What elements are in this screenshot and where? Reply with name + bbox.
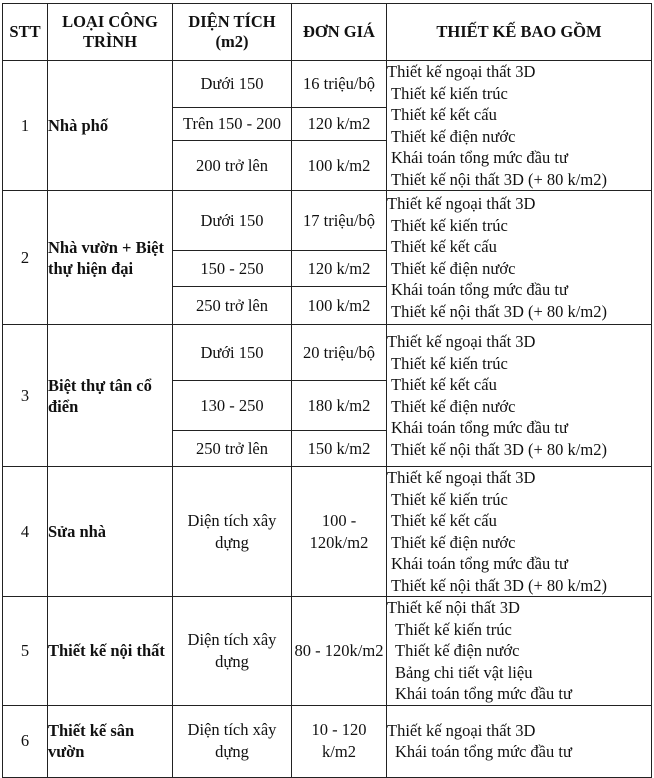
row-area: 250 trở lên — [173, 287, 292, 325]
row-price: 17 triệu/bộ — [292, 191, 387, 251]
row-price: 120 k/m2 — [292, 251, 387, 287]
row-design — [387, 191, 652, 325]
header-row — [3, 4, 652, 61]
design-item: Thiết kế kết cấu — [391, 375, 497, 394]
design-item: Thiết kế ngoại thất 3D — [387, 720, 536, 740]
design-item: Khái toán tổng mức đầu tư — [395, 684, 572, 703]
row-stt: 1 — [3, 61, 48, 191]
row-stt: 5 — [3, 597, 48, 706]
row-price: 16 triệu/bộ — [292, 61, 387, 108]
header-design: THIẾT KẾ BAO GỒM — [387, 4, 652, 61]
row-area: 200 trở lên — [173, 141, 292, 191]
row-stt: 4 — [3, 467, 48, 597]
design-item: Thiết kế ngoại thất 3D — [387, 194, 536, 213]
design-item: Thiết kế điện nước — [391, 396, 516, 416]
design-item: Thiết kế điện nước — [391, 532, 516, 552]
design-item: Khái toán tổng mức đầu tư — [395, 742, 572, 761]
design-item: Thiết kế kết cấu — [391, 511, 497, 530]
row-price: 100 k/m2 — [292, 141, 387, 191]
row-price: 80 - 120k/m2 — [292, 597, 387, 706]
row-area: 250 trở lên — [173, 431, 292, 467]
design-item: Bảng chi tiết vật liệu — [395, 662, 533, 682]
row-design — [387, 61, 652, 191]
design-item: Thiết kế điện nước — [391, 258, 516, 278]
row-price: 20 triệu/bộ — [292, 325, 387, 381]
row-type: Biệt thự tân cổ điển — [48, 325, 173, 467]
table-row — [3, 597, 652, 706]
row-area: Dưới 150 — [173, 325, 292, 381]
row-type: Nhà phố — [48, 61, 173, 191]
row-price: 10 - 120 k/m2 — [292, 705, 387, 777]
row-price: 100 - 120k/m2 — [292, 467, 387, 597]
table-row — [3, 467, 652, 597]
design-item: Khái toán tổng mức đầu tư — [391, 418, 568, 437]
row-stt: 3 — [3, 325, 48, 467]
design-item: Thiết kế kiến trúc — [391, 215, 508, 235]
row-type: Thiết kế nội thất — [48, 597, 173, 706]
price-table — [2, 3, 652, 778]
row-area: Diện tích xây dựng — [173, 467, 292, 597]
row-price: 180 k/m2 — [292, 381, 387, 431]
header-stt: STT — [3, 4, 48, 61]
design-item: Khái toán tổng mức đầu tư — [391, 148, 568, 167]
design-item: Thiết kế kết cấu — [391, 237, 497, 256]
design-item: Thiết kế điện nước — [391, 126, 516, 146]
design-item: Thiết kế nội thất 3D (+ 80 k/m2) — [391, 301, 607, 321]
design-item: Thiết kế ngoại thất 3D — [387, 332, 536, 351]
row-design — [387, 597, 652, 706]
design-item: Thiết kế kiến trúc — [391, 353, 508, 373]
row-stt: 2 — [3, 191, 48, 325]
design-item: Thiết kế kết cấu — [391, 105, 497, 124]
row-area: Dưới 150 — [173, 61, 292, 108]
row-area: Diện tích xây dựng — [173, 597, 292, 706]
header-type: LOẠI CÔNG TRÌNH — [48, 4, 173, 61]
row-price: 150 k/m2 — [292, 431, 387, 467]
design-item: Thiết kế kiến trúc — [391, 83, 508, 103]
header-area: DIỆN TÍCH (m2) — [173, 4, 292, 61]
row-price: 120 k/m2 — [292, 108, 387, 141]
design-item: Thiết kế nội thất 3D — [387, 598, 520, 617]
row-design — [387, 705, 652, 777]
row-stt: 6 — [3, 705, 48, 777]
design-item: Thiết kế nội thất 3D (+ 80 k/m2) — [391, 439, 607, 459]
design-item: Thiết kế ngoại thất 3D — [387, 62, 536, 81]
row-price: 100 k/m2 — [292, 287, 387, 325]
design-item: Thiết kế nội thất 3D (+ 80 k/m2) — [391, 575, 607, 595]
row-area: Trên 150 - 200 — [173, 108, 292, 141]
row-area: Diện tích xây dựng — [173, 705, 292, 777]
table-row — [3, 61, 652, 108]
design-item: Thiết kế kiến trúc — [395, 619, 512, 639]
row-type: Thiết kế sân vườn — [48, 705, 173, 777]
table-row — [3, 191, 652, 251]
row-type: Sửa nhà — [48, 467, 173, 597]
design-item: Thiết kế điện nước — [395, 641, 520, 660]
design-item: Thiết kế kiến trúc — [391, 489, 508, 509]
design-item: Khái toán tổng mức đầu tư — [391, 280, 568, 299]
design-item: Thiết kế ngoại thất 3D — [387, 468, 536, 487]
row-area: Dưới 150 — [173, 191, 292, 251]
row-area: 130 - 250 — [173, 381, 292, 431]
row-design — [387, 467, 652, 597]
row-type: Nhà vườn + Biệt thự hiện đại — [48, 191, 173, 325]
row-area: 150 - 250 — [173, 251, 292, 287]
table-row — [3, 705, 652, 777]
row-design — [387, 325, 652, 467]
design-item: Khái toán tổng mức đầu tư — [391, 554, 568, 573]
design-item: Thiết kế nội thất 3D (+ 80 k/m2) — [391, 169, 607, 189]
table-row — [3, 325, 652, 381]
header-price: ĐƠN GIÁ — [292, 4, 387, 61]
